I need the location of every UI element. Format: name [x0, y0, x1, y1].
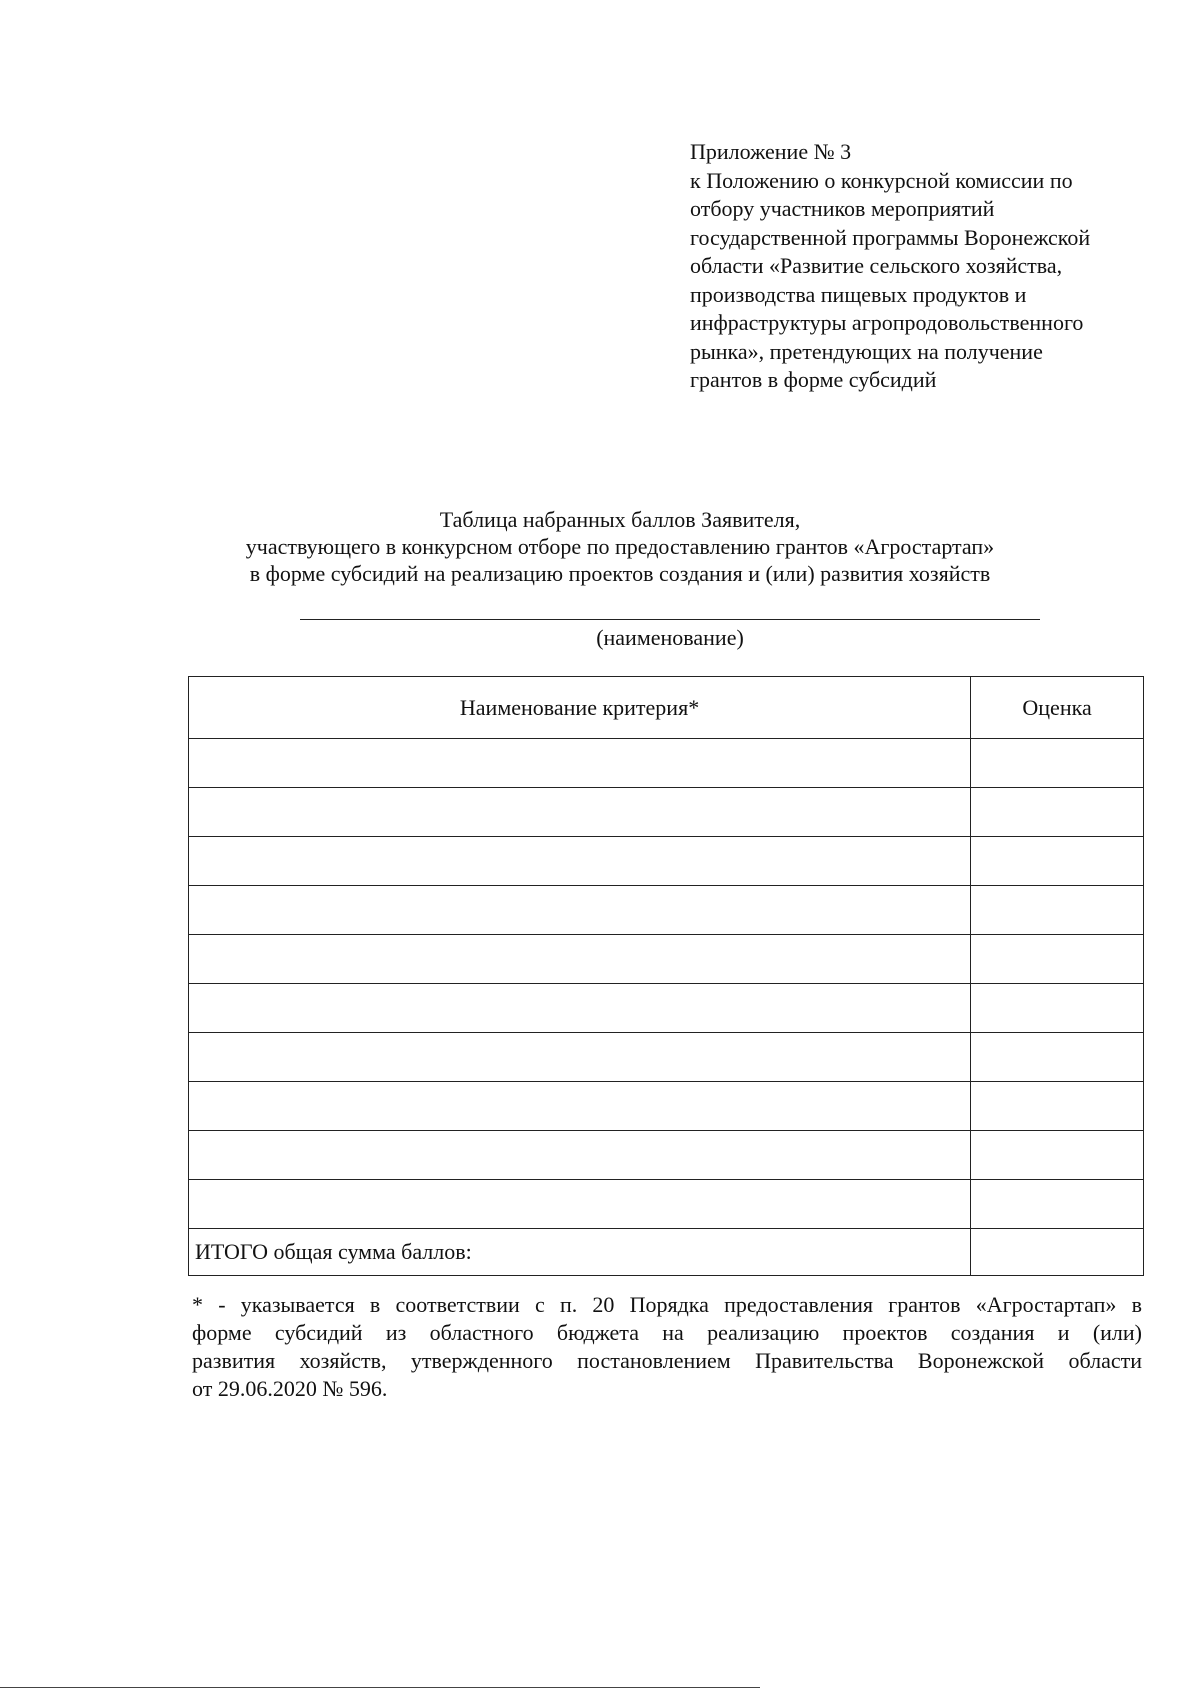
score-cell[interactable]: [971, 1082, 1144, 1131]
appendix-line: области «Развитие сельского хозяйства,: [690, 253, 1063, 278]
applicant-name-field[interactable]: [300, 619, 1040, 620]
score-cell[interactable]: [971, 739, 1144, 788]
score-cell[interactable]: [971, 1180, 1144, 1229]
score-column-header: Оценка: [971, 677, 1144, 739]
page-bottom-rule: [0, 1687, 760, 1688]
footnote: [192, 1291, 1142, 1403]
score-cell[interactable]: [971, 788, 1144, 837]
footnote-line: от 29.06.2020 № 596.: [192, 1376, 388, 1401]
criterion-cell[interactable]: [189, 1131, 971, 1180]
criterion-cell[interactable]: [189, 739, 971, 788]
criterion-cell[interactable]: [189, 788, 971, 837]
table-row: [189, 935, 1144, 984]
score-cell[interactable]: [971, 837, 1144, 886]
table-header-row: [189, 677, 1144, 739]
title-line: участвующего в конкурсном отборе по предоставлению грантов «Агростартап»: [245, 534, 995, 559]
appendix-line: отбору участников мероприятий: [690, 196, 995, 221]
total-score-cell[interactable]: [971, 1229, 1144, 1276]
appendix-line: рынка», претендующих на получение: [690, 338, 1043, 364]
appendix-line: государственной программы Воронежской: [690, 224, 1091, 250]
total-row: [189, 1229, 1144, 1276]
appendix-line: инфраструктуры агропродовольственного: [690, 310, 1084, 335]
score-cell[interactable]: [971, 1033, 1144, 1082]
document-title: [160, 506, 1080, 587]
total-label: ИТОГО общая сумма баллов:: [189, 1229, 971, 1276]
table-row: [189, 1082, 1144, 1131]
table-row: [189, 984, 1144, 1033]
table-row: [189, 1180, 1144, 1229]
title-line: Таблица набранных баллов Заявителя,: [439, 507, 801, 532]
criterion-cell[interactable]: [189, 1082, 971, 1131]
appendix-line: Приложение № 3: [690, 139, 852, 164]
criterion-cell[interactable]: [189, 935, 971, 984]
criteria-table: [188, 676, 1144, 1276]
table-row: [189, 886, 1144, 935]
appendix-block: [690, 138, 1160, 395]
applicant-name-caption: (наименование): [596, 625, 744, 650]
criterion-cell[interactable]: [189, 1033, 971, 1082]
criterion-column-header: Наименование критерия*: [189, 677, 971, 739]
criterion-cell[interactable]: [189, 984, 971, 1033]
table-row: [189, 1033, 1144, 1082]
score-cell[interactable]: [971, 935, 1144, 984]
criterion-cell[interactable]: [189, 886, 971, 935]
appendix-line: к Положению о конкурсной комиссии по: [690, 167, 1073, 193]
table-row: [189, 1131, 1144, 1180]
footnote-line: развития хозяйств, утвержденного постановлением Правительства Воронежской области: [192, 1348, 1142, 1373]
appendix-line: грантов в форме субсидий: [690, 367, 937, 392]
appendix-line: производства пищевых продуктов и: [690, 281, 1027, 307]
table-row: [189, 739, 1144, 788]
table-row: [189, 788, 1144, 837]
footnote-line: * - указывается в соответствии с п. 20 Порядка предоставления грантов «Агростартап» в: [192, 1292, 1142, 1317]
title-line: в форме субсидий на реализацию проектов создания и (или) развития хозяйств: [249, 561, 991, 586]
criterion-cell[interactable]: [189, 837, 971, 886]
table-row: [189, 837, 1144, 886]
score-cell[interactable]: [971, 1131, 1144, 1180]
score-cell[interactable]: [971, 886, 1144, 935]
footnote-line: форме субсидий из областного бюджета на реализацию проектов создания и (или): [192, 1320, 1142, 1345]
score-cell[interactable]: [971, 984, 1144, 1033]
criterion-cell[interactable]: [189, 1180, 971, 1229]
